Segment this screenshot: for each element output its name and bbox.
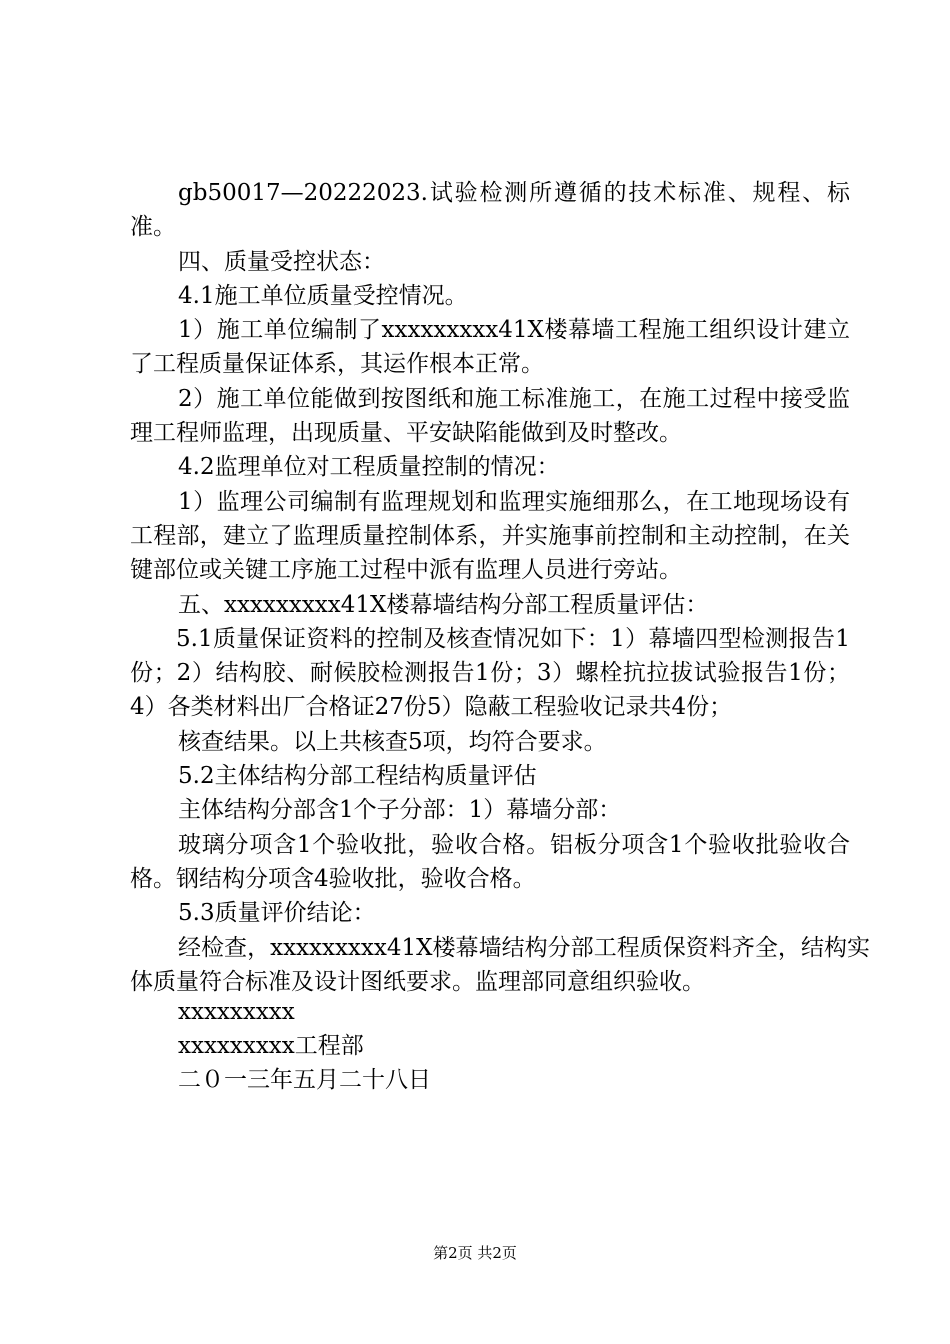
page-footer: 第2页 共2页: [433, 1244, 517, 1262]
paragraph-4-2-item-1: 1）监理公司编制有监理规划和监理实施细那么，在工地现场设有工程部，建立了监理质量控制体系，并实施事前控制和主动控制，在关键部位或关键工序施工过程中派有监理人员进行旁站。: [130, 488, 850, 584]
signature-dept: xxxxxxxxx工程部: [178, 1033, 364, 1059]
signature-org: xxxxxxxxx: [178, 999, 295, 1025]
subheading-5-3: 5.3质量评价结论：: [178, 900, 376, 927]
paragraph-5-1: 5.1质量保证资料的控制及核查情况如下：1）幕墙四型检测报告1份；2）结构胶、耐候胶检测报告1份；3）螺栓抗拉拔试验报告1份；4）各类材料出厂合格证27份5）隐蔽工程验收记录共4份；: [130, 625, 850, 721]
signature-date: 二０一三年五月二十八日: [178, 1067, 431, 1093]
paragraph-check-result: 核查结果。以上共核查5项，均符合要求。: [178, 728, 607, 755]
signature-block: [178, 995, 431, 1097]
subheading-4-1: 4.1施工单位质量受控情况。: [178, 282, 468, 309]
heading-quality-assessment: 五、xxxxxxxxx41X楼幕墙结构分部工程质量评估：: [178, 591, 709, 618]
paragraph-standards: gb50017—20222023.试验检测所遵循的技术标准、规程、标准。: [130, 180, 850, 241]
paragraph-conclusion: 经检查，xxxxxxxxx41X楼幕墙结构分部工程质保资料齐全，结构实体质量符合标准及设计图纸要求。监理部同意组织验收。: [130, 934, 870, 995]
paragraph-4-1-item-2: 2）施工单位能做到按图纸和施工标准施工，在施工过程中接受监理工程师监理，出现质量、平安缺陷能做到及时整改。: [130, 385, 850, 447]
paragraph-4-1-item-1: 1）施工单位编制了xxxxxxxxx41X楼幕墙工程施工组织设计建立了工程质量保证体系，其运作根本正常。: [130, 317, 850, 378]
document-body: [130, 176, 870, 999]
paragraph-sub-division: 主体结构分部含1个子分部：1）幕墙分部：: [178, 797, 622, 824]
subheading-4-2: 4.2监理单位对工程质量控制的情况：: [178, 454, 560, 481]
subheading-5-2: 5.2主体结构分部工程结构质量评估: [178, 763, 537, 790]
heading-quality-control-status: 四、质量受控状态：: [178, 248, 385, 275]
paragraph-acceptance-batches: 玻璃分项含1个验收批，验收合格。铝板分项含1个验收批验收合格。钢结构分项含4验收批，验收合格。: [130, 831, 850, 892]
